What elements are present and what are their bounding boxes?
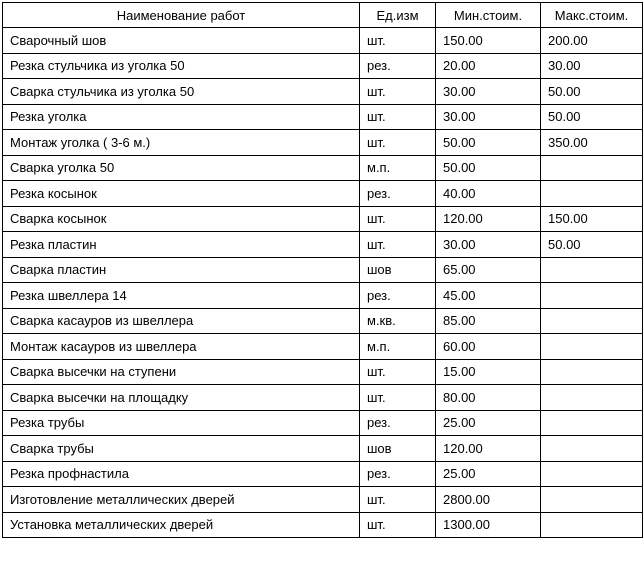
cell-unit: шов: [360, 257, 436, 283]
cell-unit: шт.: [360, 206, 436, 232]
cell-max-price: [541, 334, 643, 360]
table-row: [3, 53, 643, 79]
cell-max-price: 150.00: [541, 206, 643, 232]
cell-max-price: 350.00: [541, 130, 643, 156]
cell-min-price: 50.00: [436, 130, 541, 156]
cell-name: Резка швеллера 14: [3, 283, 360, 309]
cell-min-price: 1300.00: [436, 512, 541, 538]
cell-unit: шт.: [360, 130, 436, 156]
cell-name: Резка уголка: [3, 104, 360, 130]
cell-name: Сварка высечки на ступени: [3, 359, 360, 385]
cell-min-price: 25.00: [436, 410, 541, 436]
cell-min-price: 40.00: [436, 181, 541, 207]
cell-max-price: [541, 436, 643, 462]
cell-min-price: 85.00: [436, 308, 541, 334]
table-row: [3, 334, 643, 360]
cell-unit: шт.: [360, 487, 436, 513]
cell-min-price: 150.00: [436, 28, 541, 54]
cell-min-price: 30.00: [436, 232, 541, 258]
cell-max-price: 200.00: [541, 28, 643, 54]
cell-name: Монтаж уголка ( 3-6 м.): [3, 130, 360, 156]
cell-name: Сварка высечки на площадку: [3, 385, 360, 411]
cell-min-price: 2800.00: [436, 487, 541, 513]
cell-name: Резка пластин: [3, 232, 360, 258]
cell-name: Сварка стульчика из уголка 50: [3, 79, 360, 105]
table-row: [3, 385, 643, 411]
table-row: [3, 283, 643, 309]
cell-unit: шт.: [360, 232, 436, 258]
table-row: [3, 308, 643, 334]
header-min-price: Мин.стоим.: [436, 3, 541, 28]
cell-name: Сварочный шов: [3, 28, 360, 54]
cell-max-price: 50.00: [541, 79, 643, 105]
cell-max-price: [541, 487, 643, 513]
price-table: [2, 2, 643, 538]
cell-name: Монтаж касауров из швеллера: [3, 334, 360, 360]
cell-name: Сварка косынок: [3, 206, 360, 232]
table-row: [3, 436, 643, 462]
cell-min-price: 45.00: [436, 283, 541, 309]
cell-max-price: [541, 359, 643, 385]
cell-max-price: [541, 181, 643, 207]
cell-unit: рез.: [360, 461, 436, 487]
cell-min-price: 25.00: [436, 461, 541, 487]
cell-name: Сварка пластин: [3, 257, 360, 283]
table-row: [3, 155, 643, 181]
cell-unit: рез.: [360, 410, 436, 436]
cell-name: Сварка уголка 50: [3, 155, 360, 181]
cell-max-price: [541, 385, 643, 411]
cell-name: Резка профнастила: [3, 461, 360, 487]
cell-name: Резка стульчика из уголка 50: [3, 53, 360, 79]
cell-min-price: 15.00: [436, 359, 541, 385]
cell-unit: рез.: [360, 181, 436, 207]
cell-name: Резка трубы: [3, 410, 360, 436]
table-row: [3, 206, 643, 232]
cell-max-price: [541, 155, 643, 181]
table-row: [3, 487, 643, 513]
cell-name: Сварка трубы: [3, 436, 360, 462]
cell-max-price: [541, 257, 643, 283]
cell-min-price: 120.00: [436, 206, 541, 232]
cell-min-price: 80.00: [436, 385, 541, 411]
table-row: [3, 512, 643, 538]
cell-name: Сварка касауров из швеллера: [3, 308, 360, 334]
cell-max-price: [541, 512, 643, 538]
cell-unit: м.п.: [360, 155, 436, 181]
cell-unit: м.кв.: [360, 308, 436, 334]
cell-unit: шов: [360, 436, 436, 462]
cell-min-price: 30.00: [436, 104, 541, 130]
table-row: [3, 232, 643, 258]
cell-unit: м.п.: [360, 334, 436, 360]
cell-name: Изготовление металлических дверей: [3, 487, 360, 513]
cell-unit: шт.: [360, 28, 436, 54]
header-max-price: Макс.стоим.: [541, 3, 643, 28]
cell-unit: шт.: [360, 385, 436, 411]
table-row: [3, 410, 643, 436]
cell-max-price: [541, 308, 643, 334]
table-row: [3, 257, 643, 283]
cell-max-price: 30.00: [541, 53, 643, 79]
cell-name: Установка металлических дверей: [3, 512, 360, 538]
cell-unit: шт.: [360, 512, 436, 538]
table-row: [3, 130, 643, 156]
cell-unit: шт.: [360, 359, 436, 385]
cell-unit: рез.: [360, 53, 436, 79]
cell-unit: шт.: [360, 79, 436, 105]
table-row: [3, 181, 643, 207]
table-row: [3, 28, 643, 54]
table-row: [3, 79, 643, 105]
cell-min-price: 120.00: [436, 436, 541, 462]
table-row: [3, 359, 643, 385]
cell-unit: рез.: [360, 283, 436, 309]
cell-max-price: [541, 283, 643, 309]
cell-min-price: 30.00: [436, 79, 541, 105]
cell-min-price: 60.00: [436, 334, 541, 360]
cell-name: Резка косынок: [3, 181, 360, 207]
cell-max-price: 50.00: [541, 232, 643, 258]
header-name: Наименование работ: [3, 3, 360, 28]
cell-max-price: 50.00: [541, 104, 643, 130]
cell-max-price: [541, 410, 643, 436]
cell-min-price: 20.00: [436, 53, 541, 79]
cell-unit: шт.: [360, 104, 436, 130]
header-row: [3, 3, 643, 28]
cell-max-price: [541, 461, 643, 487]
cell-min-price: 65.00: [436, 257, 541, 283]
table-row: [3, 104, 643, 130]
table-row: [3, 461, 643, 487]
cell-min-price: 50.00: [436, 155, 541, 181]
header-unit: Ед.изм: [360, 3, 436, 28]
